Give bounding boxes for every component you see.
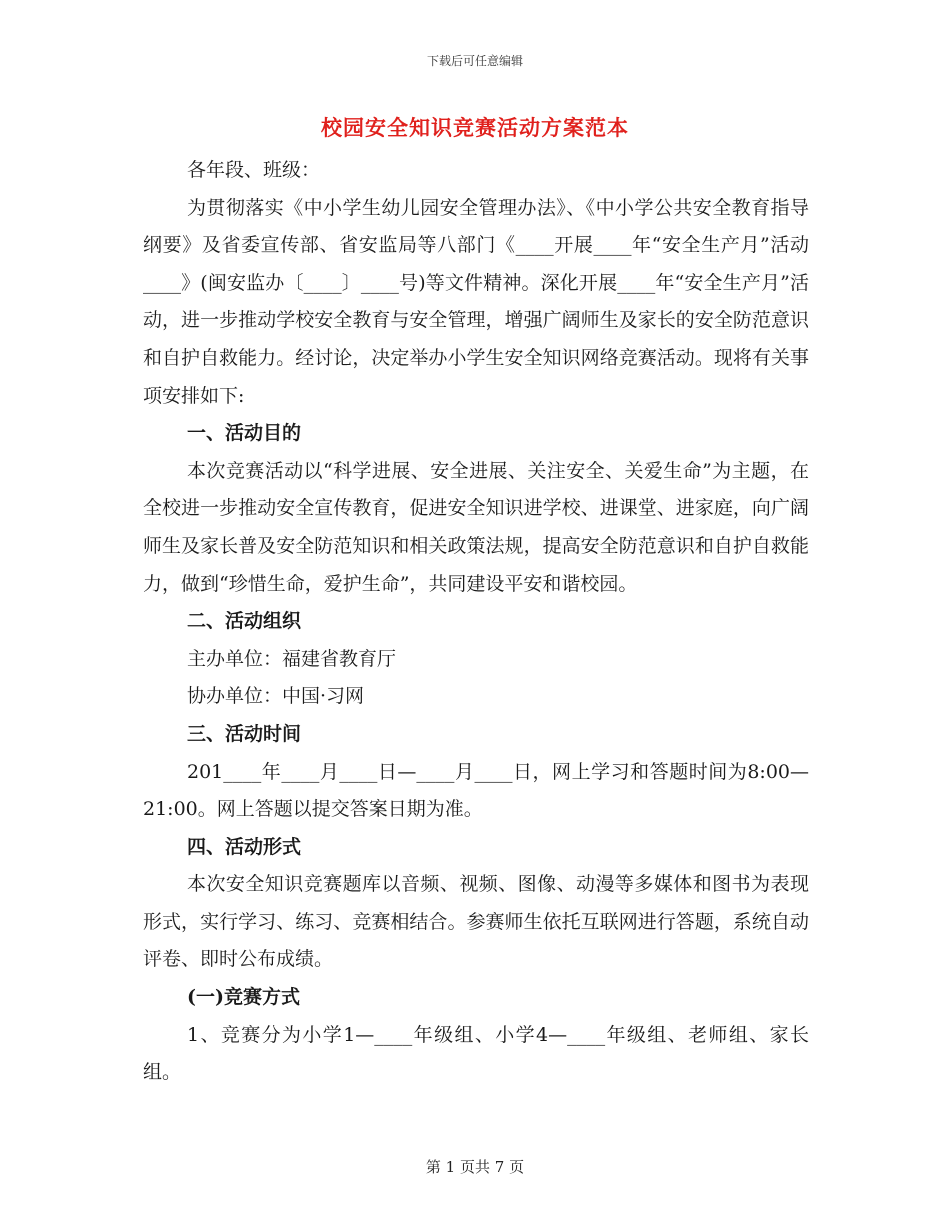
organizer-line: 主办单位：福建省教育厅 xyxy=(187,647,397,670)
purpose-paragraph: 本次竞赛活动以“科学进展、安全进展、关注安全、关爱生命”为主题，在全校进一步推动安全宣传教育，促进安全知识进学校、进课堂、进家庭，向广阔师生及家长普及安全防范知识和相关政策法规，提高安全防范意识和自护自救能力，做到“珍惜生命，爱护生命”，共同建设平安和谐校园。 xyxy=(143,459,809,595)
page-footer: 第 1 页共 7 页 xyxy=(425,1158,525,1176)
document-title: 校园安全知识竞赛活动方案范本 xyxy=(321,115,629,140)
form-paragraph: 本次安全知识竞赛题库以音频、视频、图像、动漫等多媒体和图书为表现形式，实行学习、练习、竞赛相结合。参赛师生依托互联网进行答题，系统自动评卷、即时公布成绩。 xyxy=(143,873,809,971)
list-item: 1、竞赛分为小学1—____年级组、小学4—____年级组、老师组、家长组。 xyxy=(143,1023,809,1084)
section-heading-organization: 二、活动组织 xyxy=(187,610,302,633)
intro-paragraph: 为贯彻落实《中小学生幼儿园安全管理办法》、《中小学公共安全教育指导纲要》及省委宣传部、省安监局等八部门《____开展____年“安全生产月”活动____》(闽安监办〔____〕____号)等文件精神。深化开展____年“安全生产月”活动，进一步推动学校安全教育与安全管理，增强广阔师生及家长的安全防范意识和自护自救能力。经讨论，决定举办小学生安全知识网络竞赛活动。现将有关事项安排如下: xyxy=(143,196,809,407)
co-organizer-line: 协办单位：中国·习网 xyxy=(187,685,365,708)
section-heading-time: 三、活动时间 xyxy=(187,722,302,745)
salutation: 各年段、班级： xyxy=(187,159,321,181)
time-paragraph: 201____年____月____日—____月____日，网上学习和答题时间为8:00—21:00。网上答题以提交答案日期为准。 xyxy=(143,760,809,821)
document-body xyxy=(143,152,809,1092)
subsection-heading-method: (一)竞赛方式 xyxy=(187,986,300,1009)
section-heading-form: 四、活动形式 xyxy=(187,835,302,858)
section-heading-purpose: 一、活动目的 xyxy=(187,422,302,445)
header-note: 下载后可任意编辑 xyxy=(426,54,523,68)
